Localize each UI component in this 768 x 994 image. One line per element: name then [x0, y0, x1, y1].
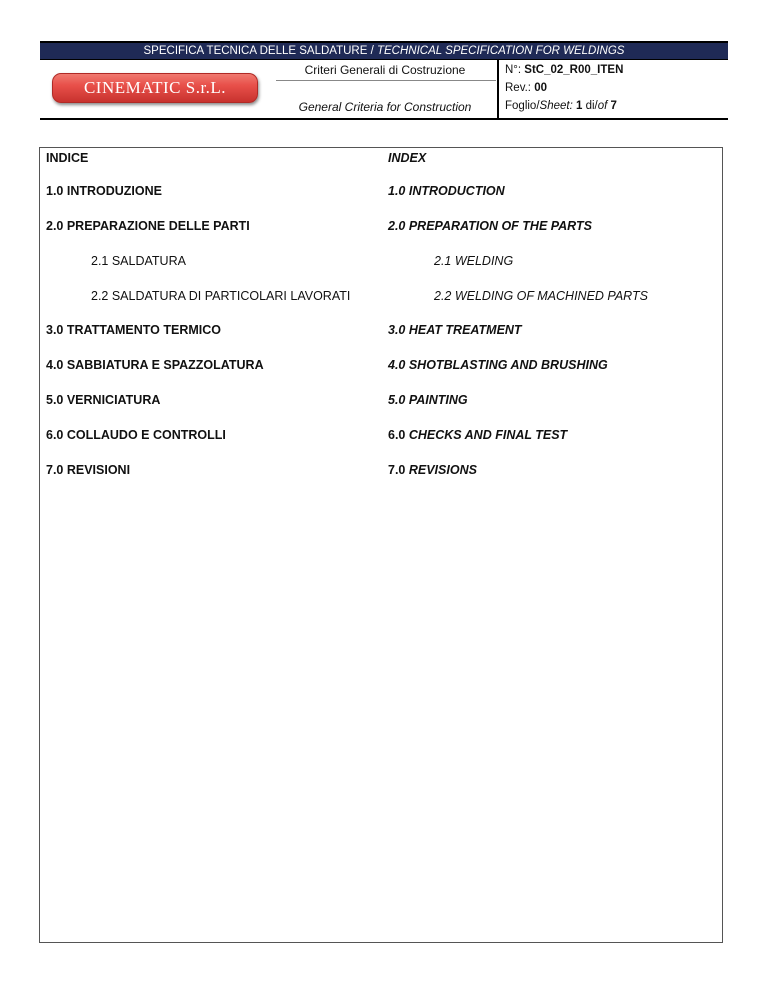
banner-title-en: TECHNICAL SPECIFICATION FOR WELDINGS — [376, 45, 625, 57]
index-item — [40, 460, 722, 480]
company-logo — [52, 73, 258, 103]
rev-value: 00 — [534, 82, 547, 94]
index-item-it: 3.0 TRATTAMENTO TERMICO — [46, 323, 221, 337]
sheet-label-en: Sheet: — [539, 100, 573, 112]
index-item-en: 3.0 HEAT TREATMENT — [388, 323, 522, 337]
revision — [505, 80, 547, 97]
index-title-it: INDICE — [46, 151, 89, 165]
index-item-en — [388, 460, 477, 480]
criteria-en: General Criteria for Construction — [298, 100, 472, 114]
index-item — [40, 425, 722, 445]
index-item-en — [388, 425, 567, 445]
index-item — [40, 216, 722, 236]
sheet-label-it: Foglio/ — [505, 100, 540, 112]
number-label: N°: — [505, 64, 525, 76]
rev-label: Rev.: — [505, 82, 535, 94]
index-item-number: 7.0 — [388, 463, 409, 477]
index-box — [39, 147, 723, 943]
index-item-it: 2.2 SALDATURA DI PARTICOLARI LAVORATI — [91, 289, 351, 303]
title-banner — [40, 41, 728, 60]
index-item-it: 2.0 PREPARAZIONE DELLE PARTI — [46, 219, 250, 233]
index-item-it: 6.0 COLLAUDO E CONTROLLI — [46, 428, 226, 442]
index-item — [40, 181, 722, 201]
index-item — [40, 355, 722, 375]
sheet-of-en: of — [597, 100, 608, 112]
banner-title-it: SPECIFICA TECNICA DELLE SALDATURE / — [143, 45, 377, 57]
index-title-row — [40, 148, 722, 168]
divider — [276, 80, 496, 81]
sheet-of-it: di/ — [585, 100, 598, 112]
index-item-it: 4.0 SABBIATURA E SPAZZOLATURA — [46, 358, 264, 372]
index-item-en: 2.2 WELDING OF MACHINED PARTS — [434, 289, 648, 303]
index-item-en: 5.0 PAINTING — [388, 393, 468, 407]
sheet-number — [505, 98, 617, 115]
criteria-it: Criteri Generali di Costruzione — [304, 63, 466, 77]
document-header — [40, 41, 728, 119]
index-item-en: 1.0 INTRODUCTION — [388, 184, 505, 198]
index-subitem — [40, 286, 722, 306]
sheet-total: 7 — [610, 100, 617, 112]
sheet-current: 1 — [575, 100, 583, 112]
index-item-it: 5.0 VERNICIATURA — [46, 393, 161, 407]
index-item-en: 2.0 PREPARATION OF THE PARTS — [388, 219, 592, 233]
index-item-en: 4.0 SHOTBLASTING AND BRUSHING — [388, 358, 608, 372]
document-number — [505, 62, 623, 79]
divider — [40, 118, 728, 120]
index-item-en: 2.1 WELDING — [434, 254, 514, 268]
index-subitem — [40, 251, 722, 271]
index-item-it: 7.0 REVISIONI — [46, 463, 131, 477]
logo-text: CINEMATIC S.r.L. — [83, 78, 227, 97]
index-item — [40, 320, 722, 340]
index-item — [40, 390, 722, 410]
number-value: StC_02_R00_ITEN — [524, 64, 624, 76]
index-item-text: CHECKS AND FINAL TEST — [408, 428, 568, 442]
index-item-it: 1.0 INTRODUZIONE — [46, 184, 162, 198]
divider — [497, 60, 499, 119]
index-item-text: REVISIONS — [408, 463, 477, 477]
index-item-number: 6.0 — [388, 428, 409, 442]
index-title-en: INDEX — [388, 151, 427, 165]
index-item-it: 2.1 SALDATURA — [91, 254, 186, 268]
